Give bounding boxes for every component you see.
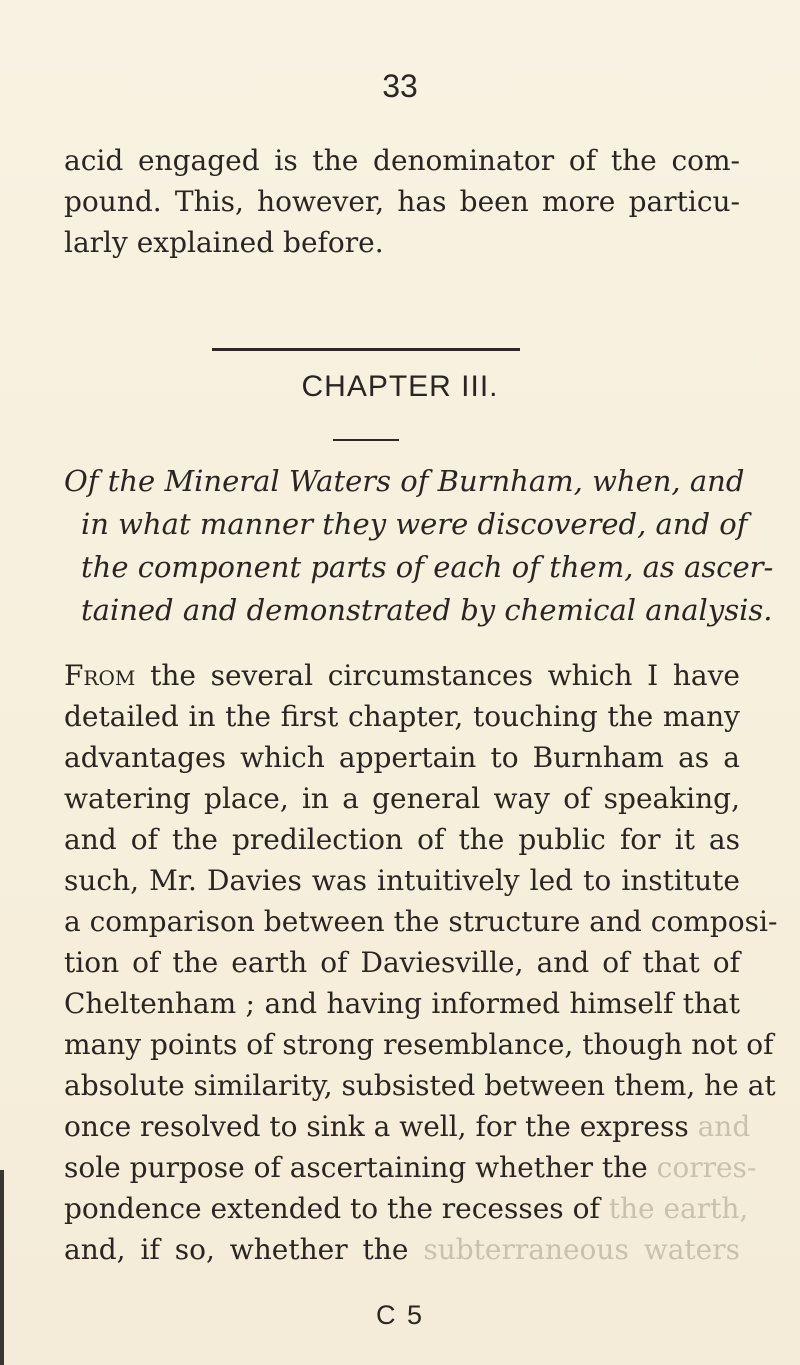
synopsis-line-3: the component parts of each of them, as ascer- — [81, 550, 774, 584]
paragraph-line: detailed in the first chapter, touching the many — [64, 700, 740, 733]
chapter-short-rule — [333, 439, 399, 441]
paragraph-line: many points of strong resemblance, though not of — [64, 1028, 774, 1061]
page-number: 33 — [382, 68, 418, 104]
paragraph-line-faded — [64, 1150, 757, 1186]
paragraph-line: Cheltenham ; and having informed himself that — [64, 987, 740, 1020]
chapter-heading: CHAPTER III. — [301, 370, 499, 403]
paragraph-line: absolute similarity, subsisted between them, he at — [64, 1069, 776, 1102]
paragraph-line: such, Mr. Davies was intuitively led to institute — [64, 864, 740, 897]
paragraph-line-faded — [64, 1232, 740, 1268]
opening-line-3: larly explained before. — [64, 226, 384, 259]
paragraph-line-faded — [64, 1191, 749, 1227]
chapter-divider-rule — [212, 348, 520, 351]
opening-line-1: acid engaged is the denominator of the com- — [64, 144, 740, 177]
faded-line-main: and, if so, whether the — [64, 1233, 424, 1266]
faded-line-tail: and — [697, 1110, 751, 1143]
paragraph-first-line — [64, 658, 740, 694]
signature-mark: C 5 — [375, 1300, 425, 1330]
paragraph-line: tion of the earth of Daviesville, and of that of — [64, 946, 740, 979]
first-line-rest: the several circumstances which I have — [135, 659, 740, 692]
faded-line-tail: the earth, — [608, 1192, 749, 1225]
faded-line-tail: subterraneous waters — [423, 1233, 740, 1266]
paragraph-line: and of the predilection of the public for it as — [64, 823, 740, 856]
page-edge-shadow — [0, 1170, 4, 1365]
drop-first-word: From — [64, 659, 136, 692]
paragraph-line: a comparison between the structure and composi- — [64, 905, 778, 938]
faded-line-main: once resolved to sink a well, for the express — [64, 1110, 698, 1143]
opening-line-2: pound. This, however, has been more particu- — [64, 185, 740, 218]
paragraph-line: advantages which appertain to Burnham as a — [64, 741, 740, 774]
paragraph-line-faded — [64, 1109, 751, 1145]
synopsis-line-4: tained and demonstrated by chemical analysis. — [81, 593, 773, 627]
faded-line-main: pondence extended to the recesses of — [64, 1192, 609, 1225]
faded-line-main: sole purpose of ascertaining whether the — [64, 1151, 657, 1184]
synopsis-line-2: in what manner they were discovered, and of — [81, 507, 748, 541]
faded-line-tail: corres- — [656, 1151, 757, 1184]
paragraph-line: watering place, in a general way of speaking, — [64, 782, 740, 815]
synopsis-line-1: Of the Mineral Waters of Burnham, when, and — [64, 464, 745, 498]
